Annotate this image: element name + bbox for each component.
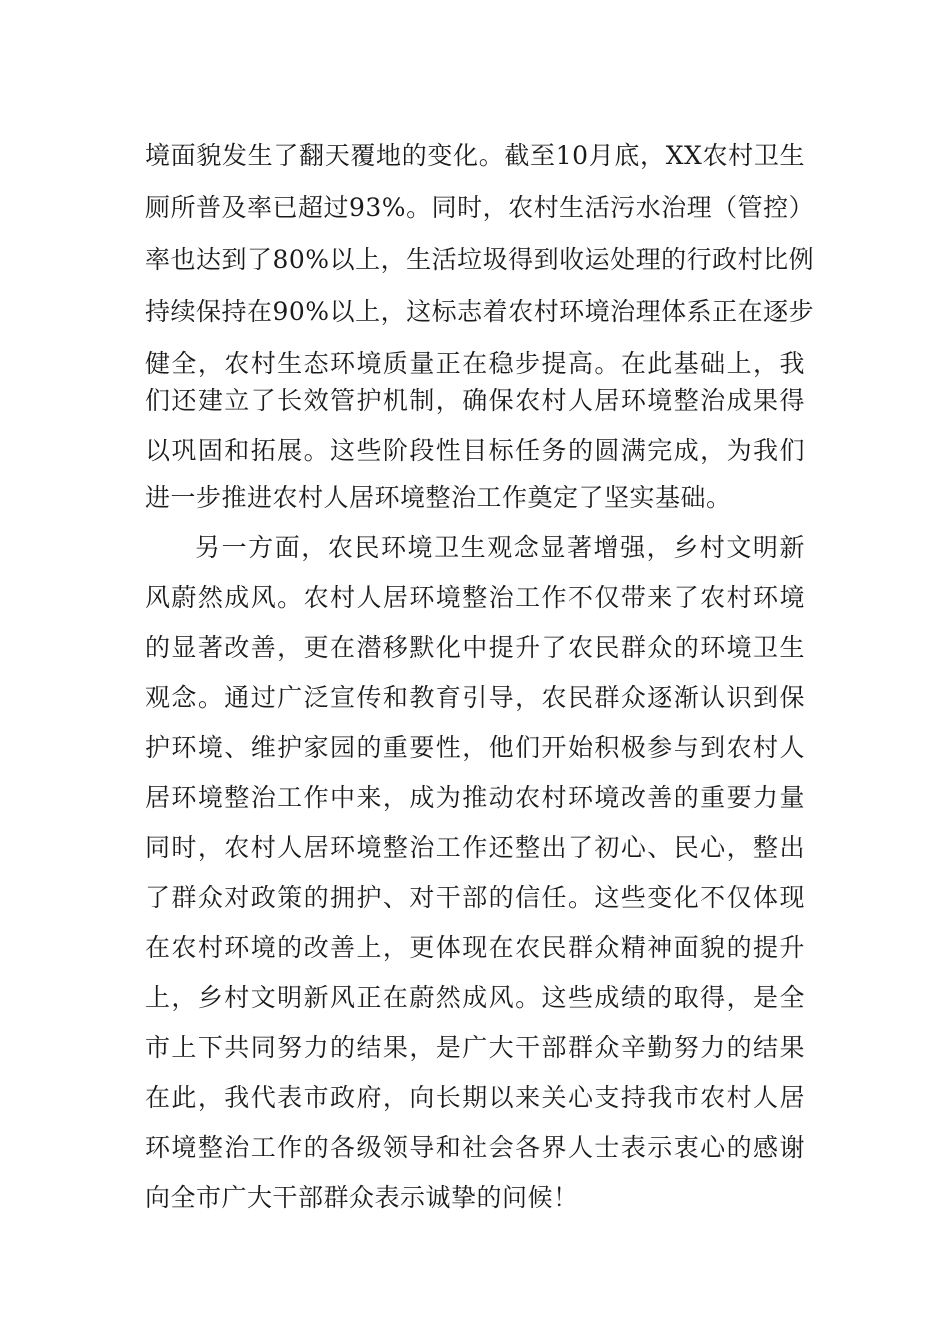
paragraph-2-line-4: 观念。通过广泛宣传和教育引导，农民群众逐渐认识到保 bbox=[145, 683, 805, 712]
paragraph-2-line-11: 市上下共同努力的结果，是广大干部群众辛勤努力的结果 bbox=[145, 1033, 805, 1062]
paragraph-2-line-14: 向全市广大干部群众表示诚挚的问候！ bbox=[145, 1183, 579, 1212]
paragraph-2-line-10: 上，乡村文明新风正在蔚然成风。这些成绩的取得，是全 bbox=[145, 983, 805, 1012]
paragraph-1-line-2: 厕所普及率已超过93%。同时，农村生活污水治理（管控） bbox=[145, 193, 815, 222]
paragraph-1-line-3: 率也达到了80%以上，生活垃圾得到收运处理的行政村比例 bbox=[145, 245, 815, 274]
paragraph-2-line-1: 另一方面，农民环境卫生观念显著增强，乡村文明新 bbox=[195, 533, 805, 562]
paragraph-2-line-2: 风蔚然成风。农村人居环境整治工作不仅带来了农村环境 bbox=[145, 583, 805, 612]
paragraph-2-line-13: 环境整治工作的各级领导和社会各界人士表示衷心的感谢 bbox=[145, 1133, 805, 1162]
paragraph-2-line-6: 居环境整治工作中来，成为推动农村环境改善的重要力量 bbox=[145, 783, 805, 812]
paragraph-1-line-1: 境面貌发生了翻天覆地的变化。截至10月底，XX农村卫生 bbox=[145, 141, 805, 170]
paragraph-1-line-4: 持续保持在90%以上，这标志着农村环境治理体系正在逐步 bbox=[145, 297, 815, 326]
paragraph-1-line-7: 以巩固和拓展。这些阶段性目标任务的圆满完成，为我们 bbox=[145, 436, 805, 465]
paragraph-1-line-6: 们还建立了长效管护机制，确保农村人居环境整治成果得 bbox=[145, 386, 805, 415]
paragraph-1-line-8: 进一步推进农村人居环境整治工作奠定了坚实基础。 bbox=[145, 483, 732, 512]
paragraph-2-line-9: 在农村环境的改善上，更体现在农民群众精神面貌的提升 bbox=[145, 933, 805, 962]
paragraph-2-line-8: 了群众对政策的拥护、对干部的信任。这些变化不仅体现 bbox=[145, 883, 805, 912]
paragraph-2-line-12: 在此，我代表市政府，向长期以来关心支持我市农村人居 bbox=[145, 1083, 805, 1112]
paragraph-2-line-3: 的显著改善，更在潜移默化中提升了农民群众的环境卫生 bbox=[145, 633, 805, 662]
paragraph-2-line-7: 同时，农村人居环境整治工作还整出了初心、民心，整出 bbox=[145, 833, 805, 862]
paragraph-1-line-5: 健全，农村生态环境质量正在稳步提高。在此基础上，我 bbox=[145, 349, 805, 378]
paragraph-2-line-5: 护环境、维护家园的重要性，他们开始积极参与到农村人 bbox=[145, 733, 805, 762]
